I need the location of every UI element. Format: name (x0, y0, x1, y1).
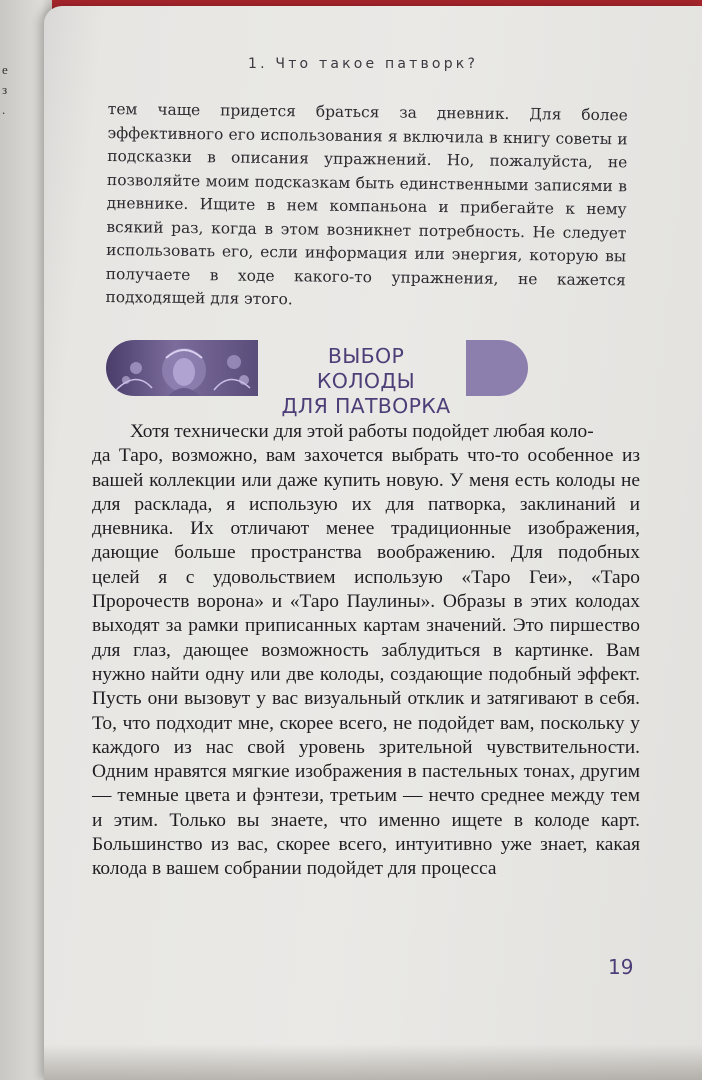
section-header (106, 340, 528, 418)
section-title (276, 344, 456, 419)
tarot-illustration-image (106, 340, 258, 396)
section-title-line: ВЫБОР КОЛОДЫ (316, 344, 416, 393)
section-title-line: ДЛЯ ПАТВОРКА (281, 394, 451, 418)
intro-paragraph: тем чаще придется браться за дневник. Для более эффективного его использования я включила в книгу советы и подсказки в описания упражнений. Но, пожалуйста, не позволяйте моим подсказкам быть единственными записями в дневнике. Ищите в нем компаньона и прибегайте к нему всякий раз, когда в этом возникнет потребность. Не следует использовать его, если информация или энергия, которую вы получаете в ходе какого-то упражнения, не кажется подходящей для этого. (105, 99, 628, 309)
body-text: да Таро, возможно, вам захочется выбрать что-то особенное из вашей коллекции или даже купить новую. У меня есть колоды не для расклада, я использую их для патворка, заклинаний и дневника. Их отличают менее традиционные изображения, дающие больше пространства воображению. Для подобных целей я с удовольствием использую «Таро Геи», «Таро Пророчеств ворона» и «Таро Паулины». Образы в этих колодах выходят за рамки приписанных картам значений. Это пиршество для глаз, дающее возможность заблудиться в картинке. Вам нужно найти одну или две колоды, создающие подобный эффект. Пусть они вызовут у вас визуальный отклик и затягивают в себя. То, что подходит мне, скорее всего, не подойдет вам, поскольку у каждого из нас свой уровень зрительной чувствительности. Одним нравятся мягкие изображения в пастельных тонах, другим — темные цвета и фэнтези, третьим — нечто среднее между тем и этим. Только вы знаете, что именно ищете в колоде карт. Большинство из вас, скорее всего, интуитивно уже знает, какая колода в вашем собрании подойдет для процесса (92, 445, 640, 880)
adjacent-letter: з (2, 82, 8, 97)
adjacent-letter: . (2, 102, 6, 117)
adjacent-page-text (2, 60, 16, 120)
running-head: 1. Что такое патворк? (248, 56, 479, 72)
body-paragraph (92, 420, 640, 882)
page-shadow (44, 1044, 702, 1080)
adjacent-letter: е (2, 62, 8, 77)
section-tab (466, 340, 528, 396)
tarot-illustration-icon (106, 340, 258, 396)
body-first-line: Хотя технически для этой работы подойдет любая коло- (130, 421, 594, 442)
page-number: 19 (608, 955, 634, 979)
